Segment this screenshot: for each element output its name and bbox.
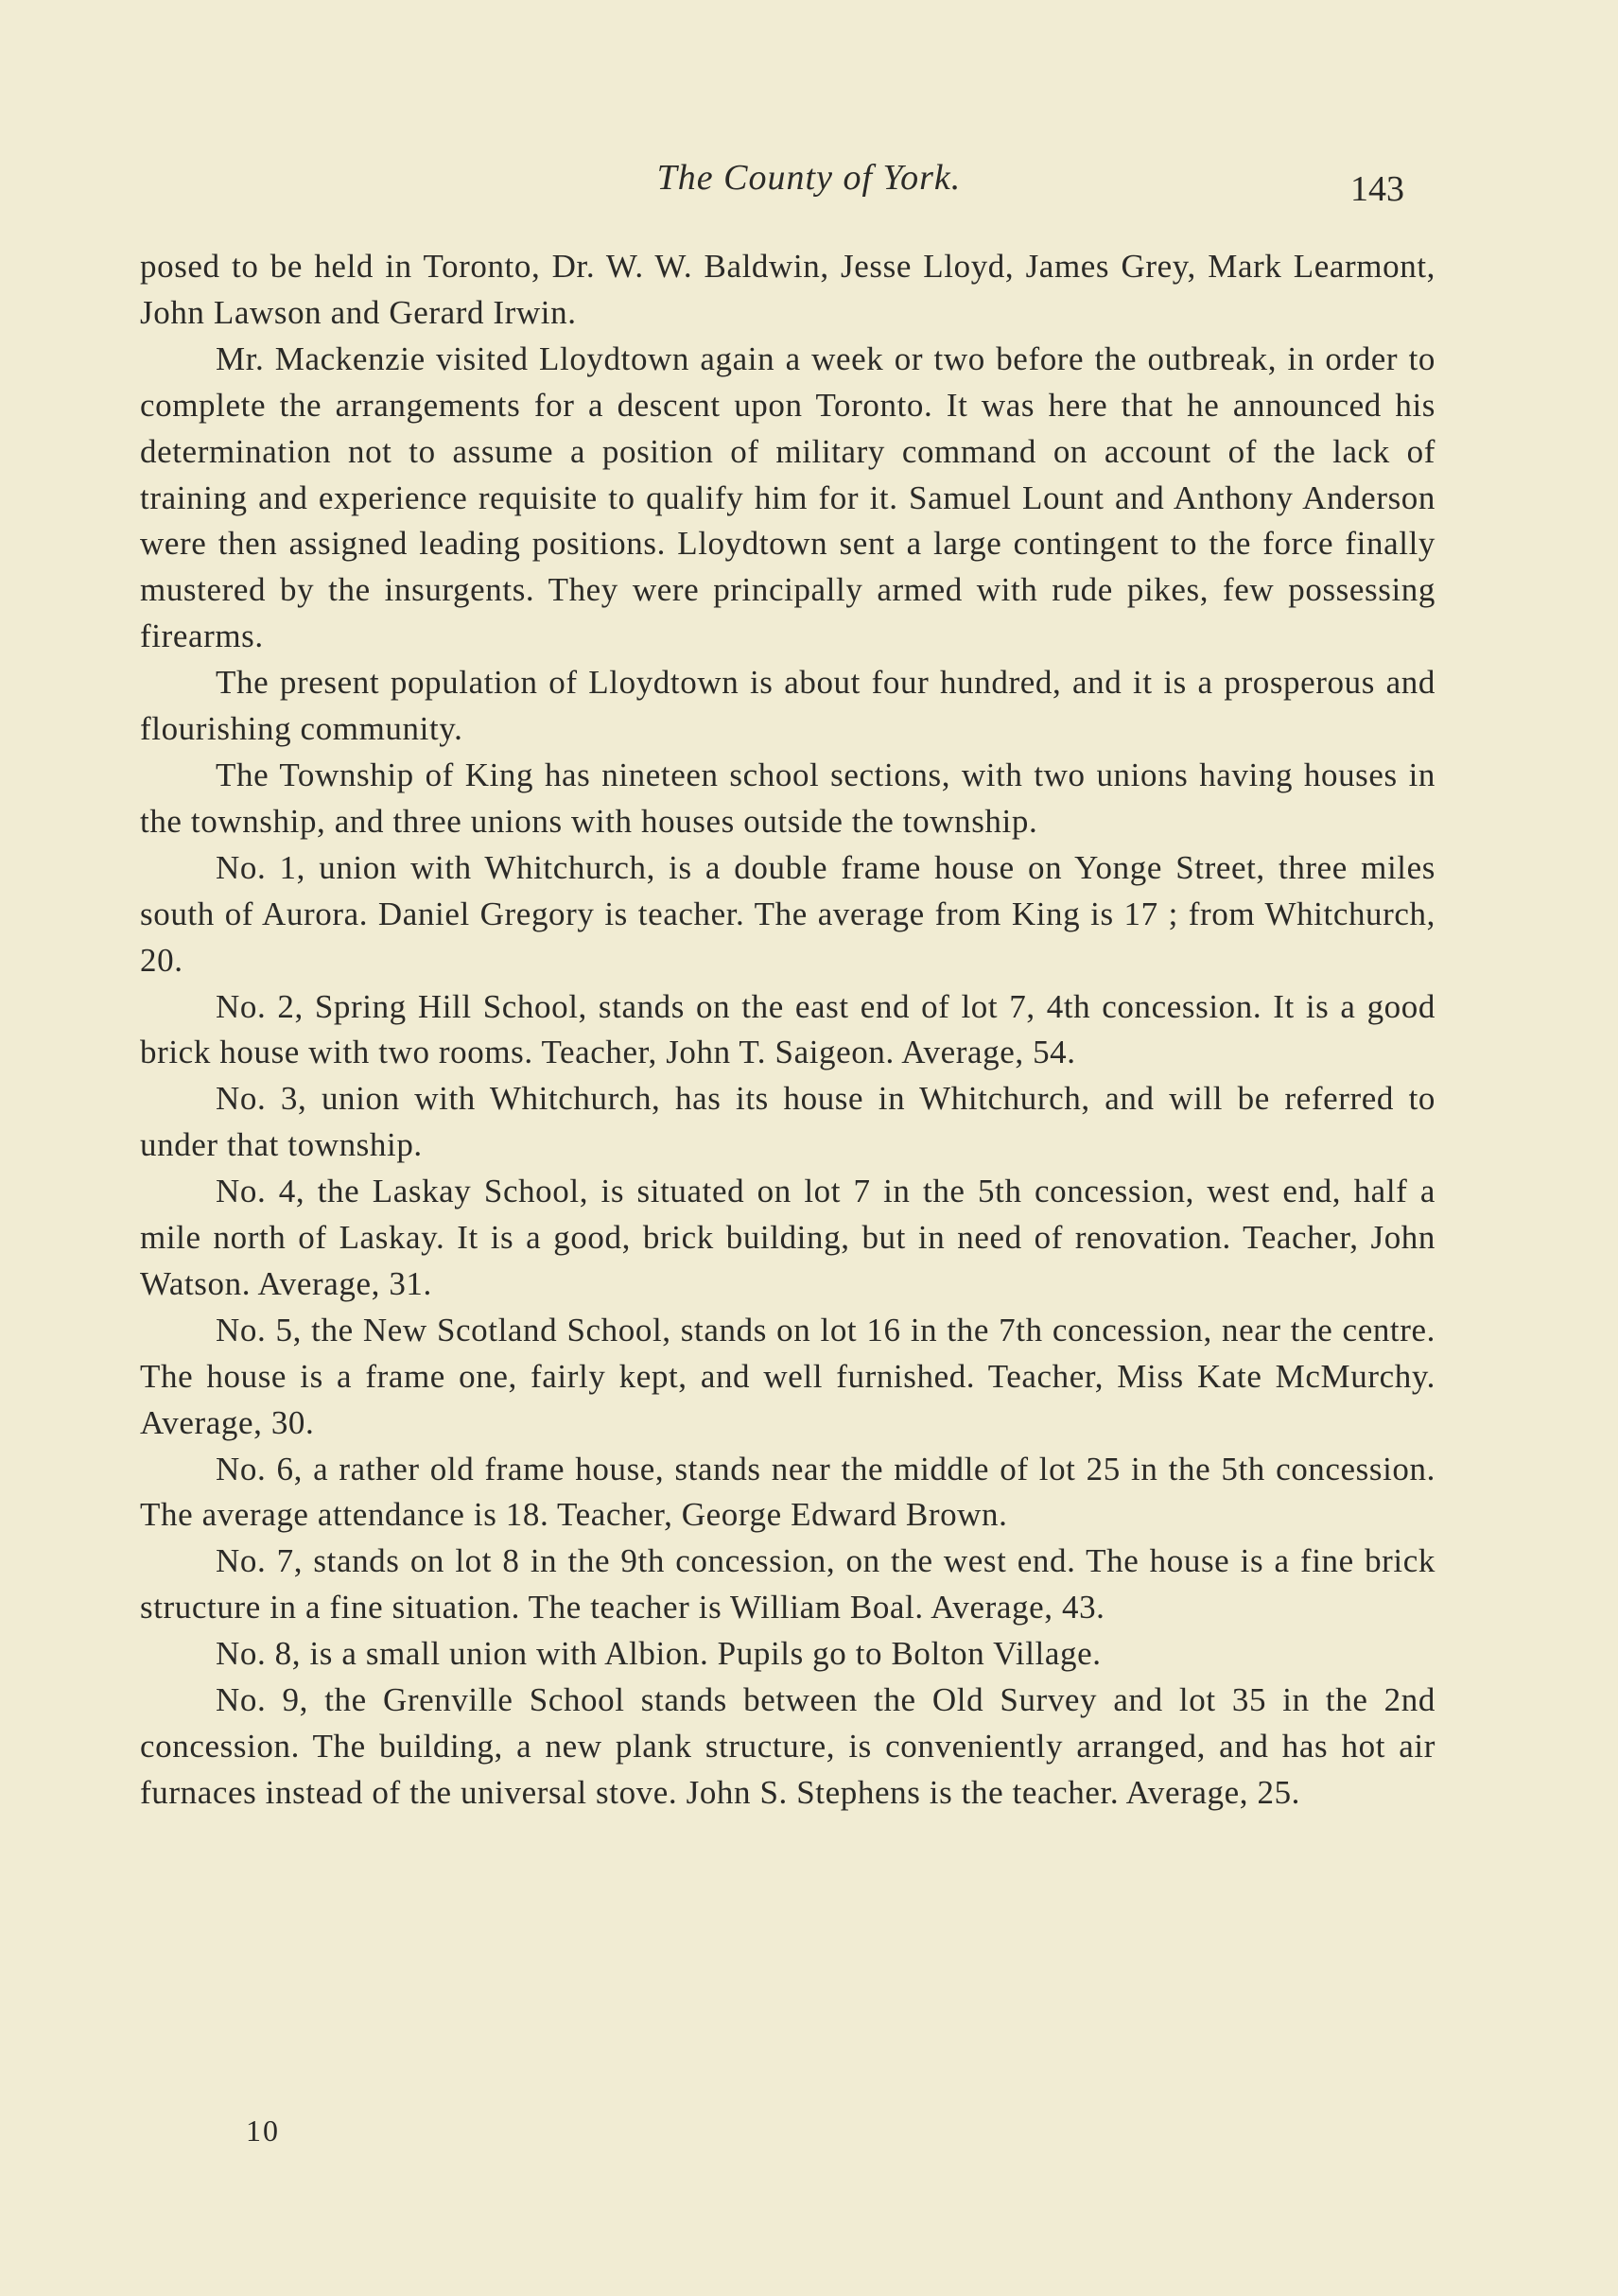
paragraph-mackenzie-visit: Mr. Mackenzie visited Lloydtown again a week or two before the outbreak, in order to complete the arrangements for a descent upon Toronto. It was here that he announced his determination not to assume a position of military command on account of the lack of training and experience requisite to qualify him for it. Samuel Lount and Anthony Anderson were then assigned leading positions. Lloydtown sent a large contingent to the force finally mustered by the insurgents. They were principally armed with rude pikes, few possessing firearms. — [140, 339, 1435, 655]
signature-mark: 10 — [246, 2113, 280, 2148]
paragraph-lloydtown-population: The present population of Lloydtown is about four hundred, and it is a prosperous and flourishing community. — [140, 664, 1435, 748]
paragraph-school-8: No. 8, is a small union with Albion. Pupils go to Bolton Village. — [216, 1635, 1102, 1673]
page-number: 143 — [1350, 169, 1404, 209]
paragraph-continuation: posed to be held in Toronto, Dr. W. W. Baldwin, Jesse Lloyd, James Grey, Mark Learmont, John Lawson and Gerard Irwin. — [140, 248, 1435, 331]
paragraph-school-5: No. 5, the New Scotland School, stands on lot 16 in the 7th concession, near the centre. The house is a frame one, fairly kept, and well furnished. Teacher, Miss Kate McMurchy. Average, 30. — [140, 1311, 1435, 1441]
paragraph-school-4: No. 4, the Laskay School, is situated on lot 7 in the 5th concession, west end, half a mile north of Laskay. It is a good, brick building, but in need of renovation. Teacher, John Watson. Average, 31. — [140, 1173, 1435, 1302]
paragraph-school-9: No. 9, the Grenville School stands between the Old Survey and lot 35 in the 2nd concession. The building, a new plank structure, is conveniently arranged, and has hot air furnaces instead of the universal stove. John S. Stephens is the teacher. Average, 25. — [140, 1681, 1435, 1811]
paragraph-school-3: No. 3, union with Whitchurch, has its house in Whitchurch, and will be referred to under that township. — [140, 1080, 1435, 1164]
paragraph-school-7: No. 7, stands on lot 8 in the 9th concession, on the west end. The house is a fine brick structure in a fine situation. The teacher is William Boal. Average, 43. — [140, 1542, 1435, 1626]
paragraph-school-6: No. 6, a rather old frame house, stands near the middle of lot 25 in the 5th concession. The average attendance is 18. Teacher, George Edward Brown. — [140, 1450, 1435, 1534]
running-title: The County of York. — [656, 158, 962, 198]
paragraph-school-2: No. 2, Spring Hill School, stands on the east end of lot 7, 4th concession. It is a good brick house with two rooms. Teacher, John T. Saigeon. Average, 54. — [140, 987, 1435, 1071]
paragraph-school-1: No. 1, union with Whitchurch, is a double frame house on Yonge Street, three miles south of Aurora. Daniel Gregory is teacher. The average from King is 17 ; from Whitchurch, 20. — [140, 848, 1435, 979]
body-text — [140, 244, 1435, 1817]
paragraph-king-schools: The Township of King has nineteen school sections, with two unions having houses in the township, and three unions with houses outside the township. — [140, 756, 1435, 840]
